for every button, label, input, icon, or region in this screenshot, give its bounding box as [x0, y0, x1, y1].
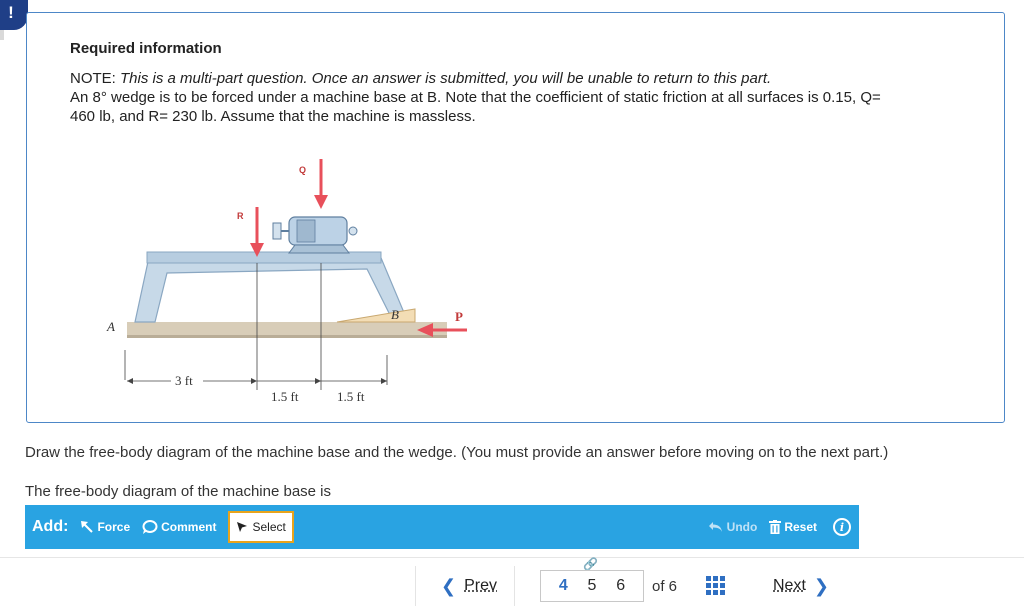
- chevron-right-icon: ❯: [813, 575, 829, 596]
- machine-base-figure: [67, 145, 487, 415]
- undo-icon: [708, 521, 724, 533]
- motor-mount: [289, 245, 349, 253]
- label-r: R: [237, 211, 244, 221]
- dim-3ft: 3 ft: [175, 373, 193, 388]
- question-prompt: Draw the free-body diagram of the machine base and the wedge. (You must provide an answer before moving on to the next part.): [25, 444, 889, 461]
- add-label: Add:: [32, 518, 69, 535]
- problem-line-3: 460 lb, and R= 230 lb. Assume that the machine is massless.: [70, 108, 476, 125]
- undo-button[interactable]: [708, 520, 758, 534]
- info-note: [70, 69, 990, 126]
- prev-label: Prev: [464, 577, 497, 594]
- comment-icon: [142, 520, 158, 534]
- dim-arrow-15b-right: [381, 378, 387, 384]
- note-text: This is a multi-part question. Once an answer is submitted, you will be unable to return to this part.: [120, 70, 772, 87]
- dim-arrow-3ft-right: [251, 378, 257, 384]
- machine-base-top: [147, 252, 381, 263]
- select-tool-button[interactable]: [228, 511, 293, 543]
- dim-15a: 1.5 ft: [271, 389, 299, 404]
- question-subprompt: The free-body diagram of the machine base is: [25, 483, 331, 500]
- problem-line-2: An 8° wedge is to be forced under a machine base at B. Note that the coefficient of static friction at all surfaces is 0.15, Q=: [70, 89, 881, 106]
- alert-symbol: !: [8, 3, 14, 22]
- info-title: Required information: [70, 40, 222, 57]
- add-comment-button[interactable]: [142, 520, 216, 534]
- add-force-button[interactable]: [80, 520, 130, 534]
- undo-label: Undo: [726, 520, 758, 534]
- page-6[interactable]: 6: [616, 577, 626, 594]
- reset-label: Reset: [784, 520, 817, 534]
- label-b: B: [391, 307, 399, 322]
- dim-arrow-3ft-left: [127, 378, 133, 384]
- force-q-head: [314, 195, 328, 209]
- note-label: NOTE:: [70, 70, 116, 87]
- next-button[interactable]: [760, 566, 850, 606]
- page-selector[interactable]: [540, 570, 644, 602]
- force-arrow-icon: [80, 520, 94, 534]
- trash-icon: [769, 520, 781, 534]
- next-label: Next: [773, 577, 806, 594]
- info-icon[interactable]: i: [833, 518, 851, 536]
- page-5[interactable]: 5: [587, 577, 597, 594]
- nav-divider: [0, 557, 1024, 558]
- left-edge-marker: [0, 30, 4, 40]
- page-4[interactable]: 4: [558, 577, 568, 594]
- required-information-box: [26, 12, 1005, 423]
- note-line: [70, 69, 990, 88]
- cursor-icon: [236, 521, 248, 533]
- wedge: [337, 309, 415, 322]
- chevron-left-icon: ❮: [441, 575, 457, 596]
- force-label: Force: [97, 520, 131, 534]
- fbd-toolbar: [25, 505, 859, 549]
- label-a: A: [107, 319, 115, 334]
- link-icon: 🔗: [583, 557, 598, 571]
- motor-fins: [297, 220, 315, 242]
- grid-icon[interactable]: [706, 566, 726, 606]
- select-label: Select: [252, 520, 286, 534]
- dim-15b: 1.5 ft: [337, 389, 365, 404]
- page-count: of 6: [652, 577, 678, 595]
- motor-coupling: [273, 223, 281, 239]
- ground-shadow: [127, 335, 447, 338]
- reset-button[interactable]: [769, 520, 817, 534]
- comment-label: Comment: [161, 520, 217, 534]
- prev-button[interactable]: [415, 566, 515, 606]
- label-q: Q: [299, 165, 307, 175]
- dim-arrow-15a-right: [315, 378, 321, 384]
- label-p: P: [455, 309, 463, 324]
- motor-end: [349, 227, 357, 235]
- alert-icon: [0, 0, 28, 30]
